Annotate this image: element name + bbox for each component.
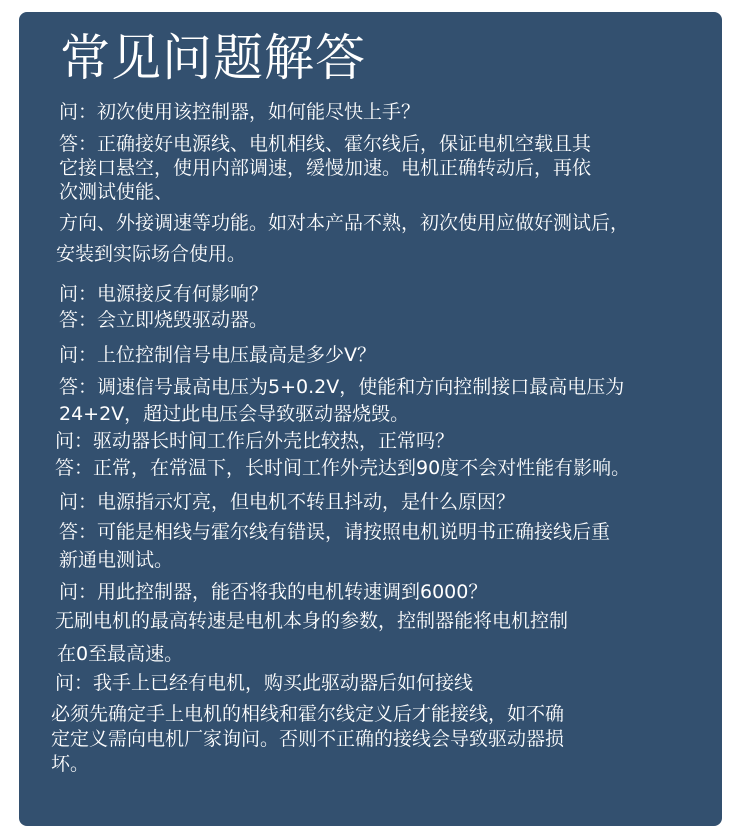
faq-panel <box>19 12 722 826</box>
faq-question-2: 问：电源接反有何影响？ <box>59 283 269 305</box>
faq-answer-1-line-1: 答：正确接好电源线、电机相线、霍尔线后，保证电机空载且其 <box>59 133 592 155</box>
faq-answer-6-line-1: 无刷电机的最高转速是电机本身的参数，控制器能将电机控制 <box>55 610 569 632</box>
faq-answer-7-line-3: 坏。 <box>51 753 90 775</box>
faq-answer-2-line-1: 答：会立即烧毁驱动器。 <box>59 309 269 331</box>
faq-question-7: 问：我手上已经有电机，购买此驱动器后如何接线 <box>55 672 474 694</box>
faq-answer-5-line-2: 新通电测试。 <box>59 549 174 571</box>
faq-answer-7-line-1: 必须先确定手上电机的相线和霍尔线定义后才能接线，如不确 <box>51 703 565 725</box>
faq-answer-5-line-1: 答：可能是相线与霍尔线有错误，请按照电机说明书正确接线后重 <box>59 521 611 543</box>
faq-answer-4-line-1: 答：正常，在常温下，长时间工作外壳达到90度不会对性能有影响。 <box>55 457 631 479</box>
faq-answer-3-line-1: 答：调速信号最高电压为5+0.2V，使能和方向控制接口最高电压为 <box>59 376 625 398</box>
faq-question-5: 问：电源指示灯亮，但电机不转且抖动，是什么原因？ <box>59 491 516 513</box>
faq-answer-1-line-5: 安装到实际场合使用。 <box>56 243 247 265</box>
faq-answer-3-line-2: 24+2V，超过此电压会导致驱动器烧毁。 <box>59 403 410 425</box>
faq-question-3: 问：上位控制信号电压最高是多少V？ <box>59 344 376 366</box>
faq-answer-7-line-2: 定定义需向电机厂家询问。否则不正确的接线会导致驱动器损 <box>51 728 565 750</box>
page-title: 常见问题解答 <box>60 29 366 87</box>
faq-question-1: 问：初次使用该控制器，如何能尽快上手？ <box>59 101 421 123</box>
faq-answer-1-line-2: 它接口悬空，使用内部调速，缓慢加速。电机正确转动后，再依 <box>59 157 592 179</box>
faq-question-6: 问：用此控制器，能否将我的电机转速调到6000？ <box>59 581 488 603</box>
faq-answer-6-line-2: 在0至最高速。 <box>57 643 184 665</box>
faq-question-4: 问：驱动器长时间工作后外壳比较热，正常吗？ <box>55 430 455 452</box>
faq-answer-1-line-3: 次测试使能、 <box>59 181 174 203</box>
faq-answer-1-line-4: 方向、外接调速等功能。如对本产品不熟，初次使用应做好测试后， <box>59 212 630 234</box>
